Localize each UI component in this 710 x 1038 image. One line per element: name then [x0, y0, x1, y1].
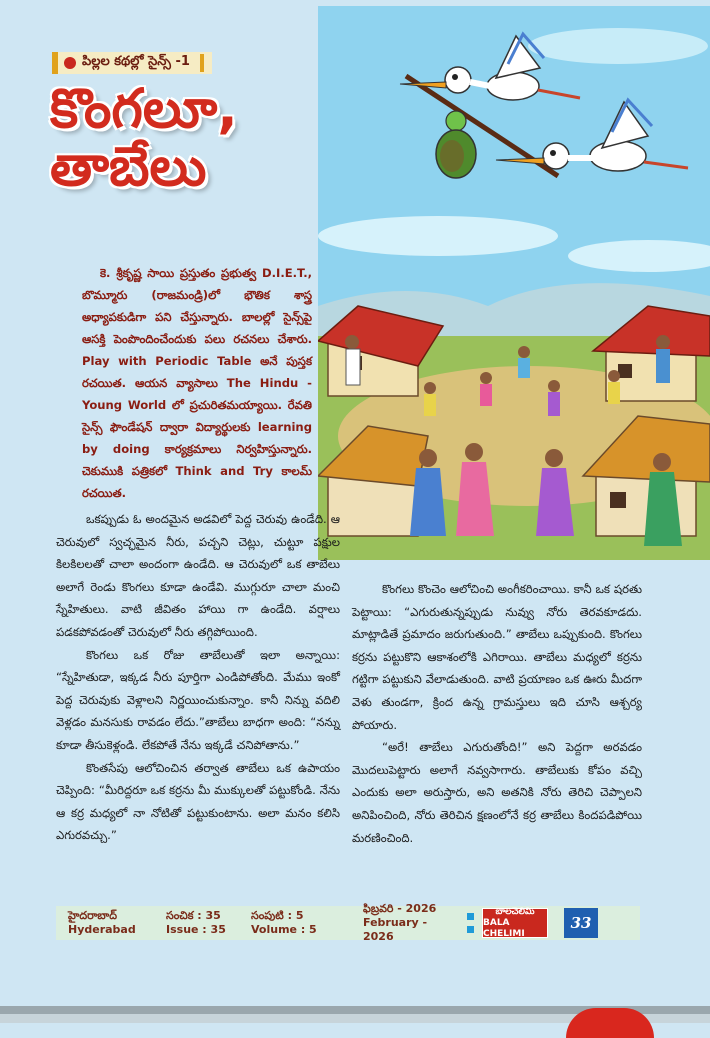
tag-bar [200, 54, 204, 72]
story-paragraph: కొంతసేపు ఆలోచించిన తర్వాత తాబేలు ఒక ఉపాయం చెప్పింది: “మీరిద్దరూ ఒక కర్రను మీ ముక్కులతో పట్టుకోండి. నేను ఆ కర్ర మధ్యలో నా నోటితో పట్టుకుంటాను. అలా మనం కలిసి ఎగురవచ్చు.” [56, 760, 340, 843]
flower-icon [64, 57, 76, 69]
date-english: February - 2026 [363, 916, 428, 943]
page-number: 33 [564, 908, 598, 938]
footer-strip [56, 902, 640, 943]
date-telugu: ఫిబ్రవరి - 2026 [363, 902, 437, 915]
bottom-red-tab [566, 1008, 654, 1038]
logo-telugu: బాలచెలిమి [495, 906, 535, 917]
author-intro: కె. శ్రీకృష్ణ సాయి ప్రస్తుతం ప్రభుత్వ D.I.E.T., బొమ్మూరు (రాజమండ్రి)లో భౌతిక శాస్త్ర అధ్యాపకుడిగా పని చేస్తున్నారు. బాలల్లో సైన్స్‌పై ఆసక్తి పెంపొందించేందుకు పలు రచనలు చేశారు. Play with Periodic Table అనే పుస్తక రచయిత. ఆయన వ్యాసాలు The Hindu - Young World లో ప్రచురితమయ్యాయి. రేవతి సైన్స్ ఫౌండేషన్ ద్వారా విద్యార్థులకు learning by doing కార్యక్రమాలు నిర్వహిస్తున్నారు. చెకుముకి పత్రికలో Think and Try కాలమ్ రచయిత. [82, 266, 312, 500]
story-paragraph: ఒకప్పుడు ఓ అందమైన అడవిలో పెద్ద చెరువు ఉండేది. ఆ చెరువులో స్వచ్ఛమైన నీరు, పచ్చని చెట్లు, చుట్టూ పక్షుల కిలకిలలతో చాలా అందంగా ఉండేది. ఆ చెరువులో ఒక తాబేలు అలాగే రెండు కొంగలు కూడా ఉండేవి. ముగ్గురూ చాలా మంచి స్నేహితులు. వాటి జీవితం హాయి గా ఉండేది. వర్షాలు పడకపోవడంతో చెరువులో నీరు తగ్గిపోయింది. [56, 512, 340, 639]
story-paragraph: కొంగలు ఒక రోజు తాబేలుతో ఇలా అన్నాయి: “స్నేహితుడా, ఇక్కడ నీరు పూర్తిగా ఎండిపోతోంది. మేము ఇంకో పెద్ద చెరువుకు వెళ్లాలని నిర్ణయించుకున్నాం. కానీ నిన్ను వదిలి వెళ్లడం మనసుకు రావడం లేదు.”తాబేలు బాధగా అంది: “నన్ను కూడా తీసుకెళ్లండి. లేకపోతే నేను ఇక్కడే చనిపోతాను.” [56, 647, 340, 752]
series-tag [52, 52, 212, 74]
story-column-right [352, 578, 642, 849]
story-column-left [56, 508, 340, 847]
city-telugu: హైదరాబాద్ [68, 909, 117, 922]
series-label: పిల్లల కథల్లో సైన్స్ -1 [82, 54, 190, 69]
story-illustration [318, 6, 710, 560]
story-title [50, 77, 350, 199]
footer-city [56, 909, 166, 937]
issue-english: Issue : 35 [166, 923, 226, 936]
footer-issue [166, 909, 251, 937]
title-line-1: కొంగలూ, [50, 77, 238, 140]
issue-telugu: సంచిక : 35 [166, 909, 221, 922]
square-icon [467, 926, 474, 933]
footer-volume [251, 909, 363, 937]
city-english: Hyderabad [68, 923, 136, 936]
bala-chelimi-logo [482, 908, 548, 938]
volume-telugu: సంపుటి : 5 [251, 909, 304, 922]
title-line-2: తాబేలు [50, 135, 207, 199]
logo-english: BALA CHELIMI [483, 917, 525, 939]
footer-date [363, 902, 461, 944]
square-icon [467, 913, 474, 920]
story-paragraph: “అరే! తాబేలు ఎగురుతోంది!” అని పెద్దగా అరవడం మొదలుపెట్టారు అలాగే నవ్వసాగారు. తాబేలుకు కోపం వచ్చి ఎందుకు అలా అరుస్తారు, అని అతనికి నోరు తెరిచి చెప్పాలని అనిపించింది, నోరు తెరిచిన క్షణంలోనే కర్ర తాబేలు కిందపడిపోయి మరణించింది. [352, 740, 642, 845]
footer-bullets [467, 910, 474, 936]
volume-english: Volume : 5 [251, 923, 317, 936]
story-paragraph: కొంగలు కొంచెం ఆలోచించి అంగీకరించాయి. కానీ ఒక షరతు పెట్టాయి: “ఎగురుతున్నప్పుడు నువ్వు నోరు తెరవకూడదు. మాట్లాడితే ప్రమాదం జరుగుతుంది.” తాబేలు ఒప్పుకుంది. కొంగలు కర్రను పట్టుకొని ఆకాశంలోకి ఎగిరాయి. తాబేలు మధ్యలో కర్రను గట్టిగా పట్టుకుని వేలాడుతుంది. వాటి ప్రయాణం ఒక ఊరు మీదగా వెళు తుండగా, క్రింద ఉన్న గ్రామస్తులు ఇది చూసి ఆశ్చర్య పోయారు. [352, 582, 642, 732]
